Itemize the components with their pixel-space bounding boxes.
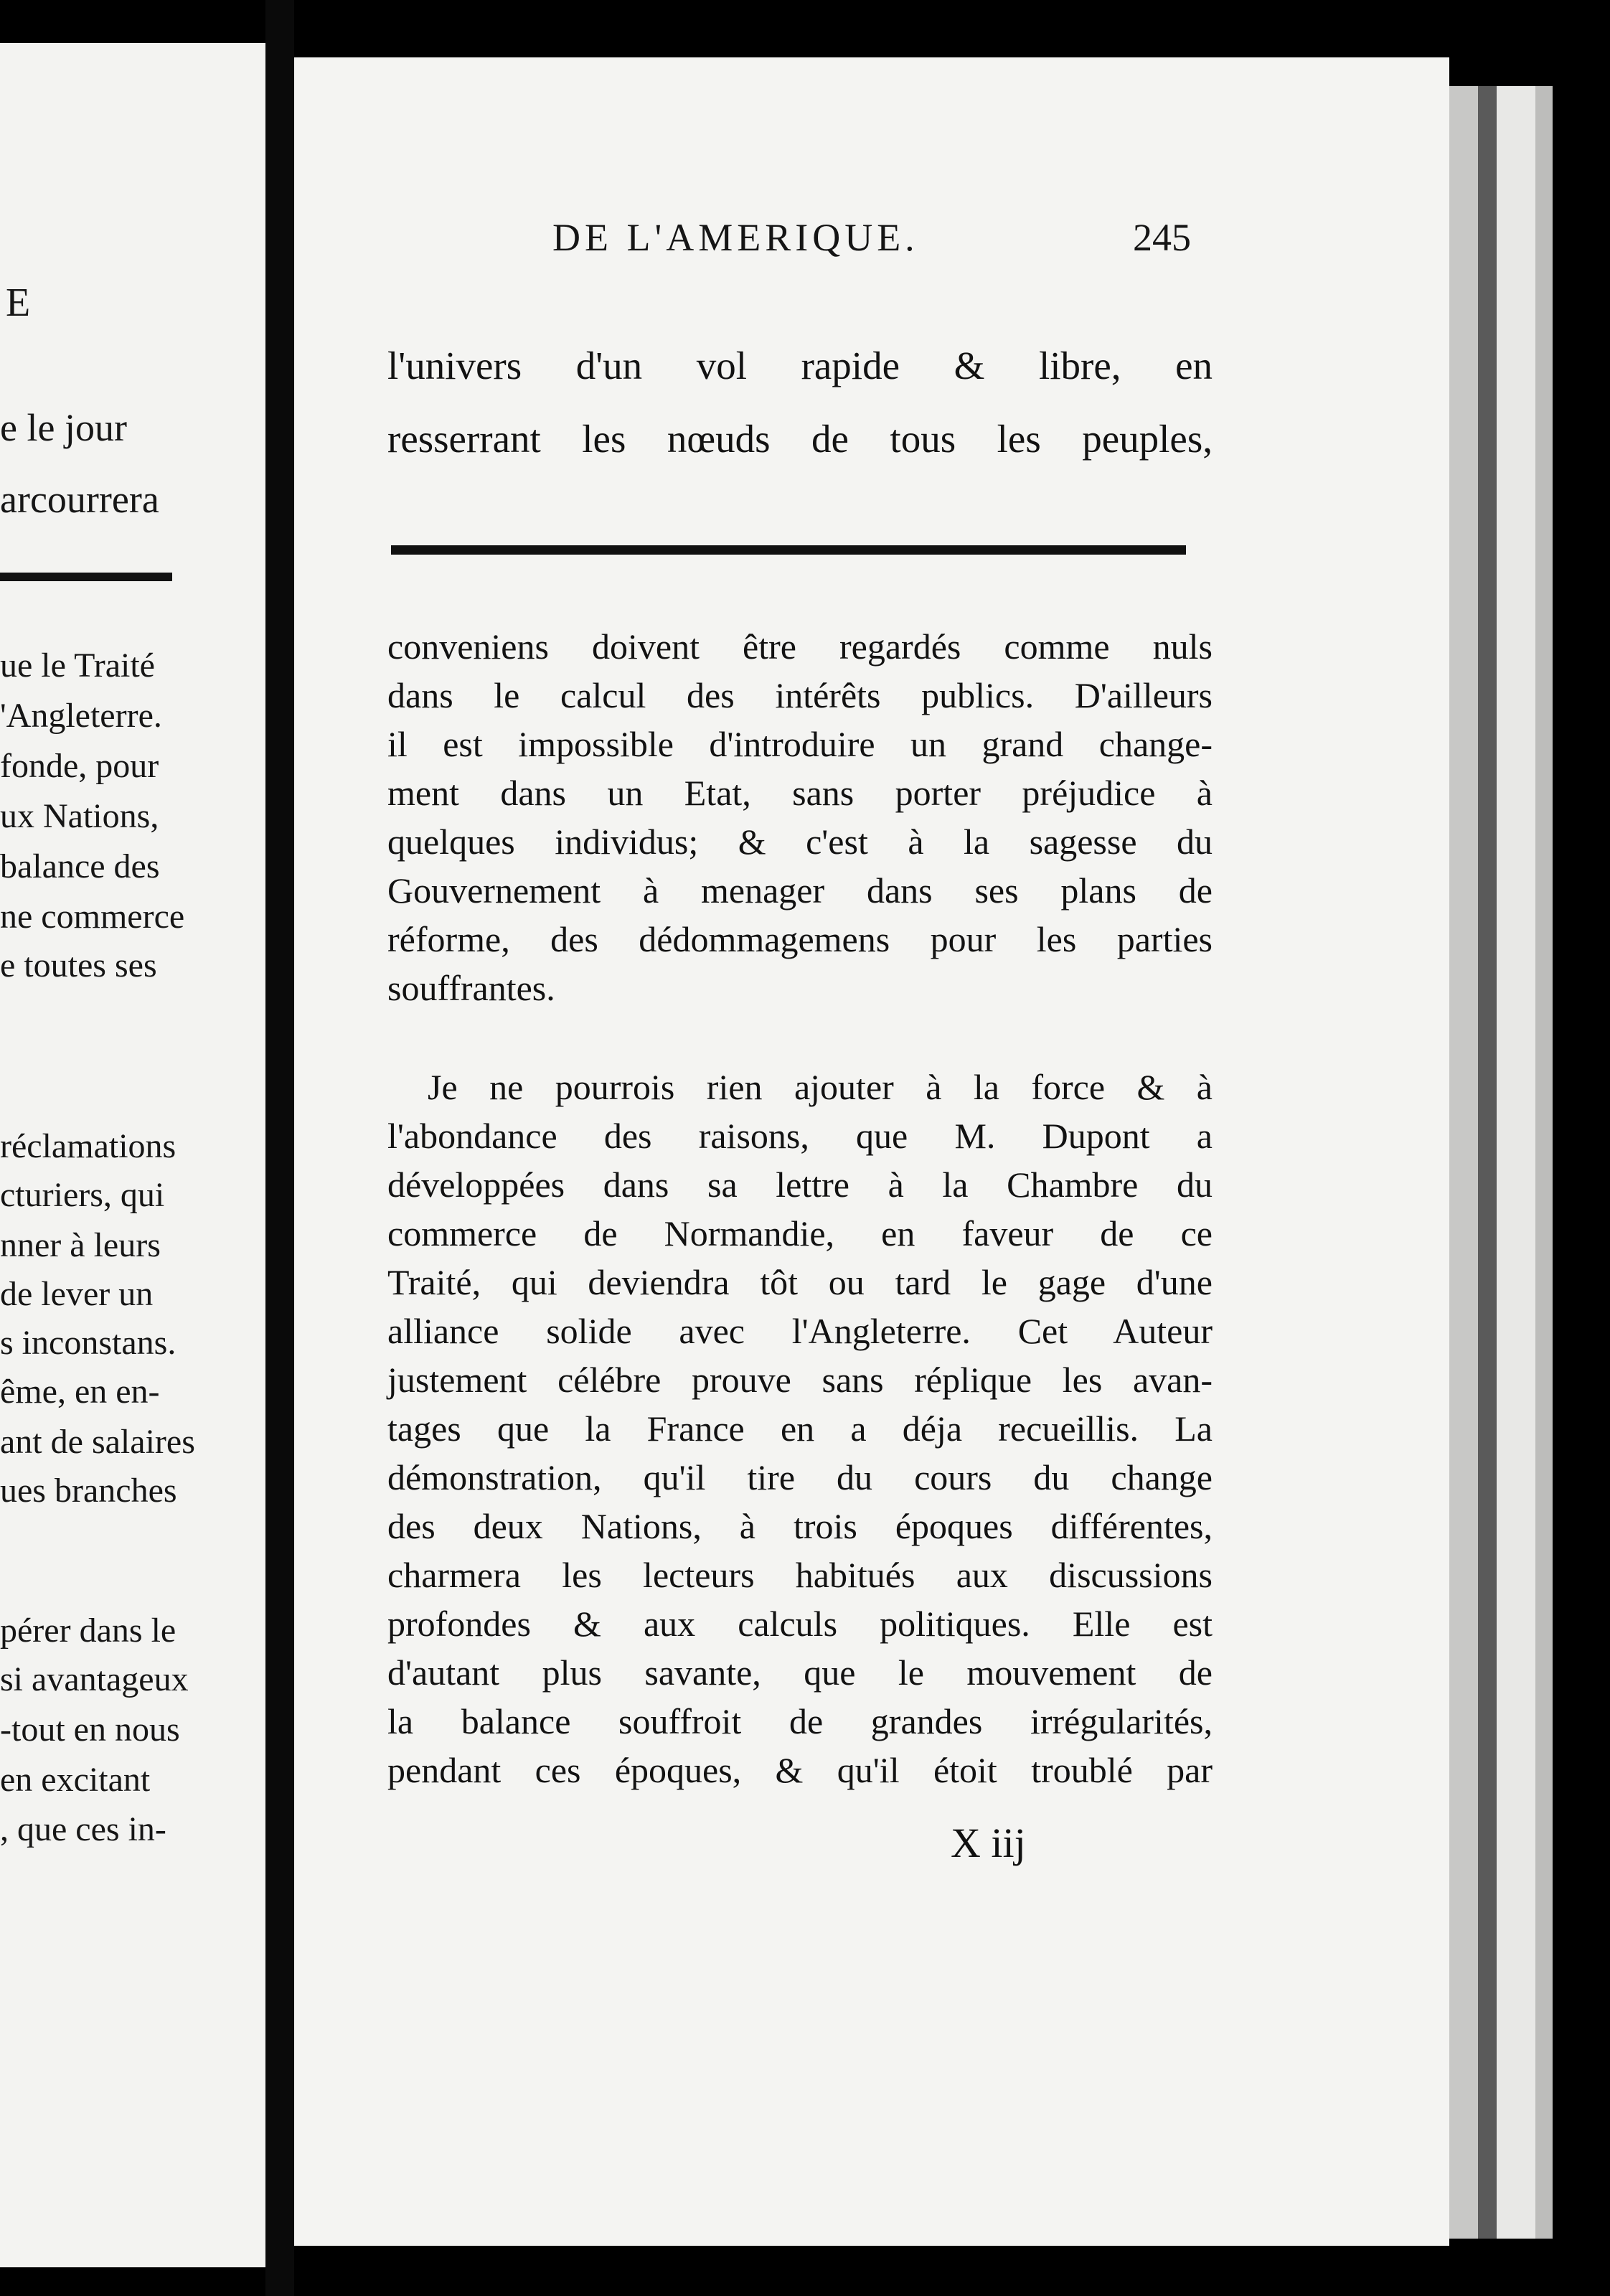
- text-line: dans le calcul des intérêts publics. D'ailleurs: [387, 675, 1213, 715]
- left-line: e toutes ses: [0, 946, 157, 984]
- left-line: ne commerce: [0, 898, 185, 936]
- page-header: [251, 215, 1191, 280]
- left-line: e le jour: [0, 406, 127, 449]
- text-line: développées dans sa lettre à la Chambre du: [387, 1165, 1213, 1205]
- text-line: Gouvernement à menager dans ses plans de: [387, 870, 1213, 911]
- left-line: s inconstans.: [0, 1324, 176, 1362]
- text-line: d'autant plus savante, que le mouvement de: [387, 1652, 1213, 1693]
- text-line: commerce de Normandie, en faveur de ce: [387, 1213, 1213, 1253]
- text-line: pendant ces époques, & qu'il étoit troublé par: [387, 1750, 1213, 1790]
- signature-mark: X iij: [951, 1820, 1026, 1866]
- text-line: la balance souffroit de grandes irrégularités,: [387, 1701, 1213, 1741]
- page-edge: [1497, 86, 1535, 2239]
- facing-page-left: [0, 43, 265, 2267]
- book-gutter: [265, 0, 294, 2296]
- left-line: , que ces in-: [0, 1810, 166, 1848]
- left-line: arcourrera: [0, 478, 159, 521]
- text-line: l'abondance des raisons, que M. Dupont a: [387, 1116, 1213, 1156]
- text-line: conveniens doivent être regardés comme nuls: [387, 626, 1213, 667]
- text-line: profondes & aux calculs politiques. Elle est: [387, 1604, 1213, 1644]
- left-rule: [0, 573, 172, 581]
- page-edge: [1535, 86, 1553, 2239]
- text-line: ment dans un Etat, sans porter préjudice à: [387, 773, 1213, 813]
- left-line: ue le Traité: [0, 646, 155, 684]
- text-line: justement célébre prouve sans réplique les avan-: [387, 1360, 1213, 1400]
- text-line: l'univers d'un vol rapide & libre, en: [387, 344, 1213, 387]
- left-line: ux Nations,: [0, 797, 159, 835]
- text-line: souffrantes.: [387, 968, 555, 1008]
- text-line: réforme, des dédommagemens pour les parties: [387, 919, 1213, 959]
- text-line: tages que la France en a déja recueillis. La: [387, 1408, 1213, 1449]
- left-line: de lever un: [0, 1275, 154, 1313]
- left-line: en excitant: [0, 1761, 151, 1799]
- text-line: il est impossible d'introduire un grand change-: [387, 724, 1213, 764]
- left-line: balance des: [0, 847, 160, 885]
- text-line: Je ne pourrois rien ajouter à la force & à: [428, 1067, 1213, 1107]
- left-line: si avantageux: [0, 1660, 189, 1698]
- left-line: ues branches: [0, 1472, 177, 1510]
- left-line: E: [6, 281, 31, 325]
- left-line: réclamations: [0, 1127, 176, 1165]
- left-line: -tout en nous: [0, 1711, 180, 1749]
- left-line: ême, en en-: [0, 1373, 160, 1411]
- left-line: 'Angleterre.: [0, 697, 162, 735]
- left-line: cturiers, qui: [0, 1176, 165, 1214]
- section-rule: [391, 545, 1186, 555]
- text-line: quelques individus; & c'est à la sagesse du: [387, 822, 1213, 862]
- left-line: pérer dans le: [0, 1612, 176, 1650]
- left-line: ant de salaires: [0, 1423, 195, 1461]
- text-line: des deux Nations, à trois époques différentes,: [387, 1506, 1213, 1546]
- text-line: alliance solide avec l'Angleterre. Cet Auteur: [387, 1311, 1213, 1351]
- text-line: resserrant les nœuds de tous les peuples,: [387, 417, 1213, 461]
- left-line: fonde, pour: [0, 747, 159, 785]
- page-number: 245: [1133, 216, 1191, 259]
- text-line: démonstration, qu'il tire du cours du change: [387, 1457, 1213, 1497]
- left-line: nner à leurs: [0, 1226, 161, 1264]
- running-head: DE L'AMERIQUE.: [552, 216, 919, 259]
- text-line: Traité, qui deviendra tôt ou tard le gage d'une: [387, 1262, 1213, 1302]
- text-line: charmera les lecteurs habitués aux discussions: [387, 1555, 1213, 1595]
- page-edge: [1449, 86, 1478, 2239]
- page-edge: [1478, 86, 1497, 2239]
